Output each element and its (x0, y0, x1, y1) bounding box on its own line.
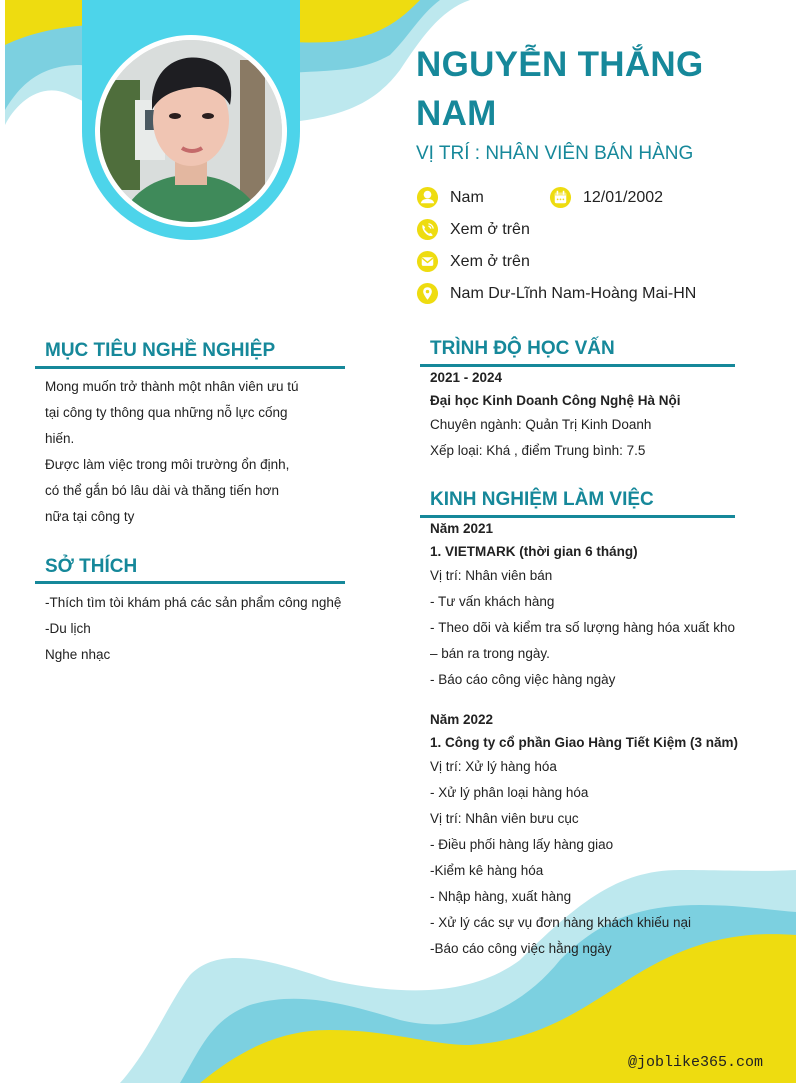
job-year: Năm 2021 (430, 521, 494, 536)
birthday-value: 12/01/2002 (583, 188, 664, 206)
objective-line: nữa tại công ty (45, 509, 135, 524)
job-line: - Xử lý các sự vụ đơn hàng khách khiếu nại (430, 915, 692, 930)
job-line: - Báo cáo công việc hàng ngày (430, 672, 616, 687)
objective-divider (35, 366, 345, 369)
name-line-1: NGUYỄN THẮNG (416, 45, 704, 84)
info-birthday (549, 186, 663, 209)
job-line: Vị trí: Nhân viên bưu cục (430, 811, 579, 826)
info-gender (416, 186, 484, 209)
candidate-name (416, 40, 786, 138)
experience-title: KINH NGHIỆM LÀM VIỆC (430, 489, 654, 510)
education-major: Chuyên ngành: Quản Trị Kinh Doanh (430, 417, 652, 432)
profile-photo (95, 35, 287, 227)
info-email (416, 250, 530, 273)
objective-line: Được làm việc trong môi trường ổn định, (45, 457, 290, 472)
objective-line: có thể gắn bó lâu dài và thăng tiến hơn (45, 483, 280, 498)
address-value: Nam Dư-Lĩnh Nam-Hoàng Mai-HN (450, 284, 697, 302)
location-pin-icon (416, 282, 439, 305)
info-phone (416, 218, 530, 241)
objective-title: MỤC TIÊU NGHỀ NGHIỆP (45, 340, 276, 361)
job-line: -Kiểm kê hàng hóa (430, 863, 544, 878)
education-period: 2021 - 2024 (430, 370, 503, 385)
job-line: - Xử lý phân loại hàng hóa (430, 785, 589, 800)
objective-line: tại công ty thông qua những nỗ lực cống (45, 405, 288, 420)
hobby-item: -Du lịch (45, 621, 91, 636)
job-line: - Nhập hàng, xuất hàng (430, 889, 572, 904)
portrait-image (100, 40, 282, 222)
mail-icon (416, 250, 439, 273)
education-grade: Xếp loại: Khá , điểm Trung bình: 7.5 (430, 443, 646, 458)
hobby-item: -Thích tìm tòi khám phá các sản phẩm công nghệ (45, 595, 342, 610)
phone-value: Xem ở trên (450, 220, 530, 238)
education-school: Đại học Kinh Doanh Công Nghệ Hà Nội (430, 393, 681, 408)
job-position: VỊ TRÍ : NHÂN VIÊN BÁN HÀNG (416, 143, 694, 164)
info-address (416, 282, 696, 305)
job-company: 1. VIETMARK (thời gian 6 tháng) (430, 544, 638, 559)
gender-value: Nam (450, 188, 484, 206)
job-line: Vị trí: Nhân viên bán (430, 568, 553, 583)
job-line: - Điều phối hàng lấy hàng giao (430, 837, 614, 852)
job-line: - Theo dõi và kiểm tra số lượng hàng hóa xuất kho – bán ra trong ngày. (430, 620, 735, 661)
education-title: TRÌNH ĐỘ HỌC VẤN (430, 338, 615, 359)
name-line-2: NAM (416, 94, 497, 133)
experience-job-2 (430, 708, 739, 962)
hobbies-divider (35, 581, 345, 584)
job-year: Năm 2022 (430, 712, 494, 727)
objective-text (45, 374, 345, 530)
job-line: - Tư vấn khách hàng (430, 594, 555, 609)
watermark-text: @joblike365.com (628, 1054, 764, 1071)
user-icon (416, 186, 439, 209)
calendar-icon (549, 186, 572, 209)
phone-icon (416, 218, 439, 241)
objective-line: hiến. (45, 431, 75, 446)
job-line: Vị trí: Xử lý hàng hóa (430, 759, 557, 774)
objective-line: Mong muốn trở thành một nhân viên ưu tú (45, 379, 299, 394)
experience-job-1 (430, 517, 735, 693)
hobbies-list (45, 590, 345, 668)
job-company: 1. Công ty cổ phần Giao Hàng Tiết Kiệm (3 năm) (430, 735, 739, 750)
avatar (100, 40, 282, 222)
job-line: -Báo cáo công việc hằng ngày (430, 941, 612, 956)
education-block (430, 366, 735, 464)
hobby-item: Nghe nhạc (45, 647, 111, 662)
hobbies-title: SỞ THÍCH (45, 556, 138, 577)
email-value: Xem ở trên (450, 252, 530, 270)
